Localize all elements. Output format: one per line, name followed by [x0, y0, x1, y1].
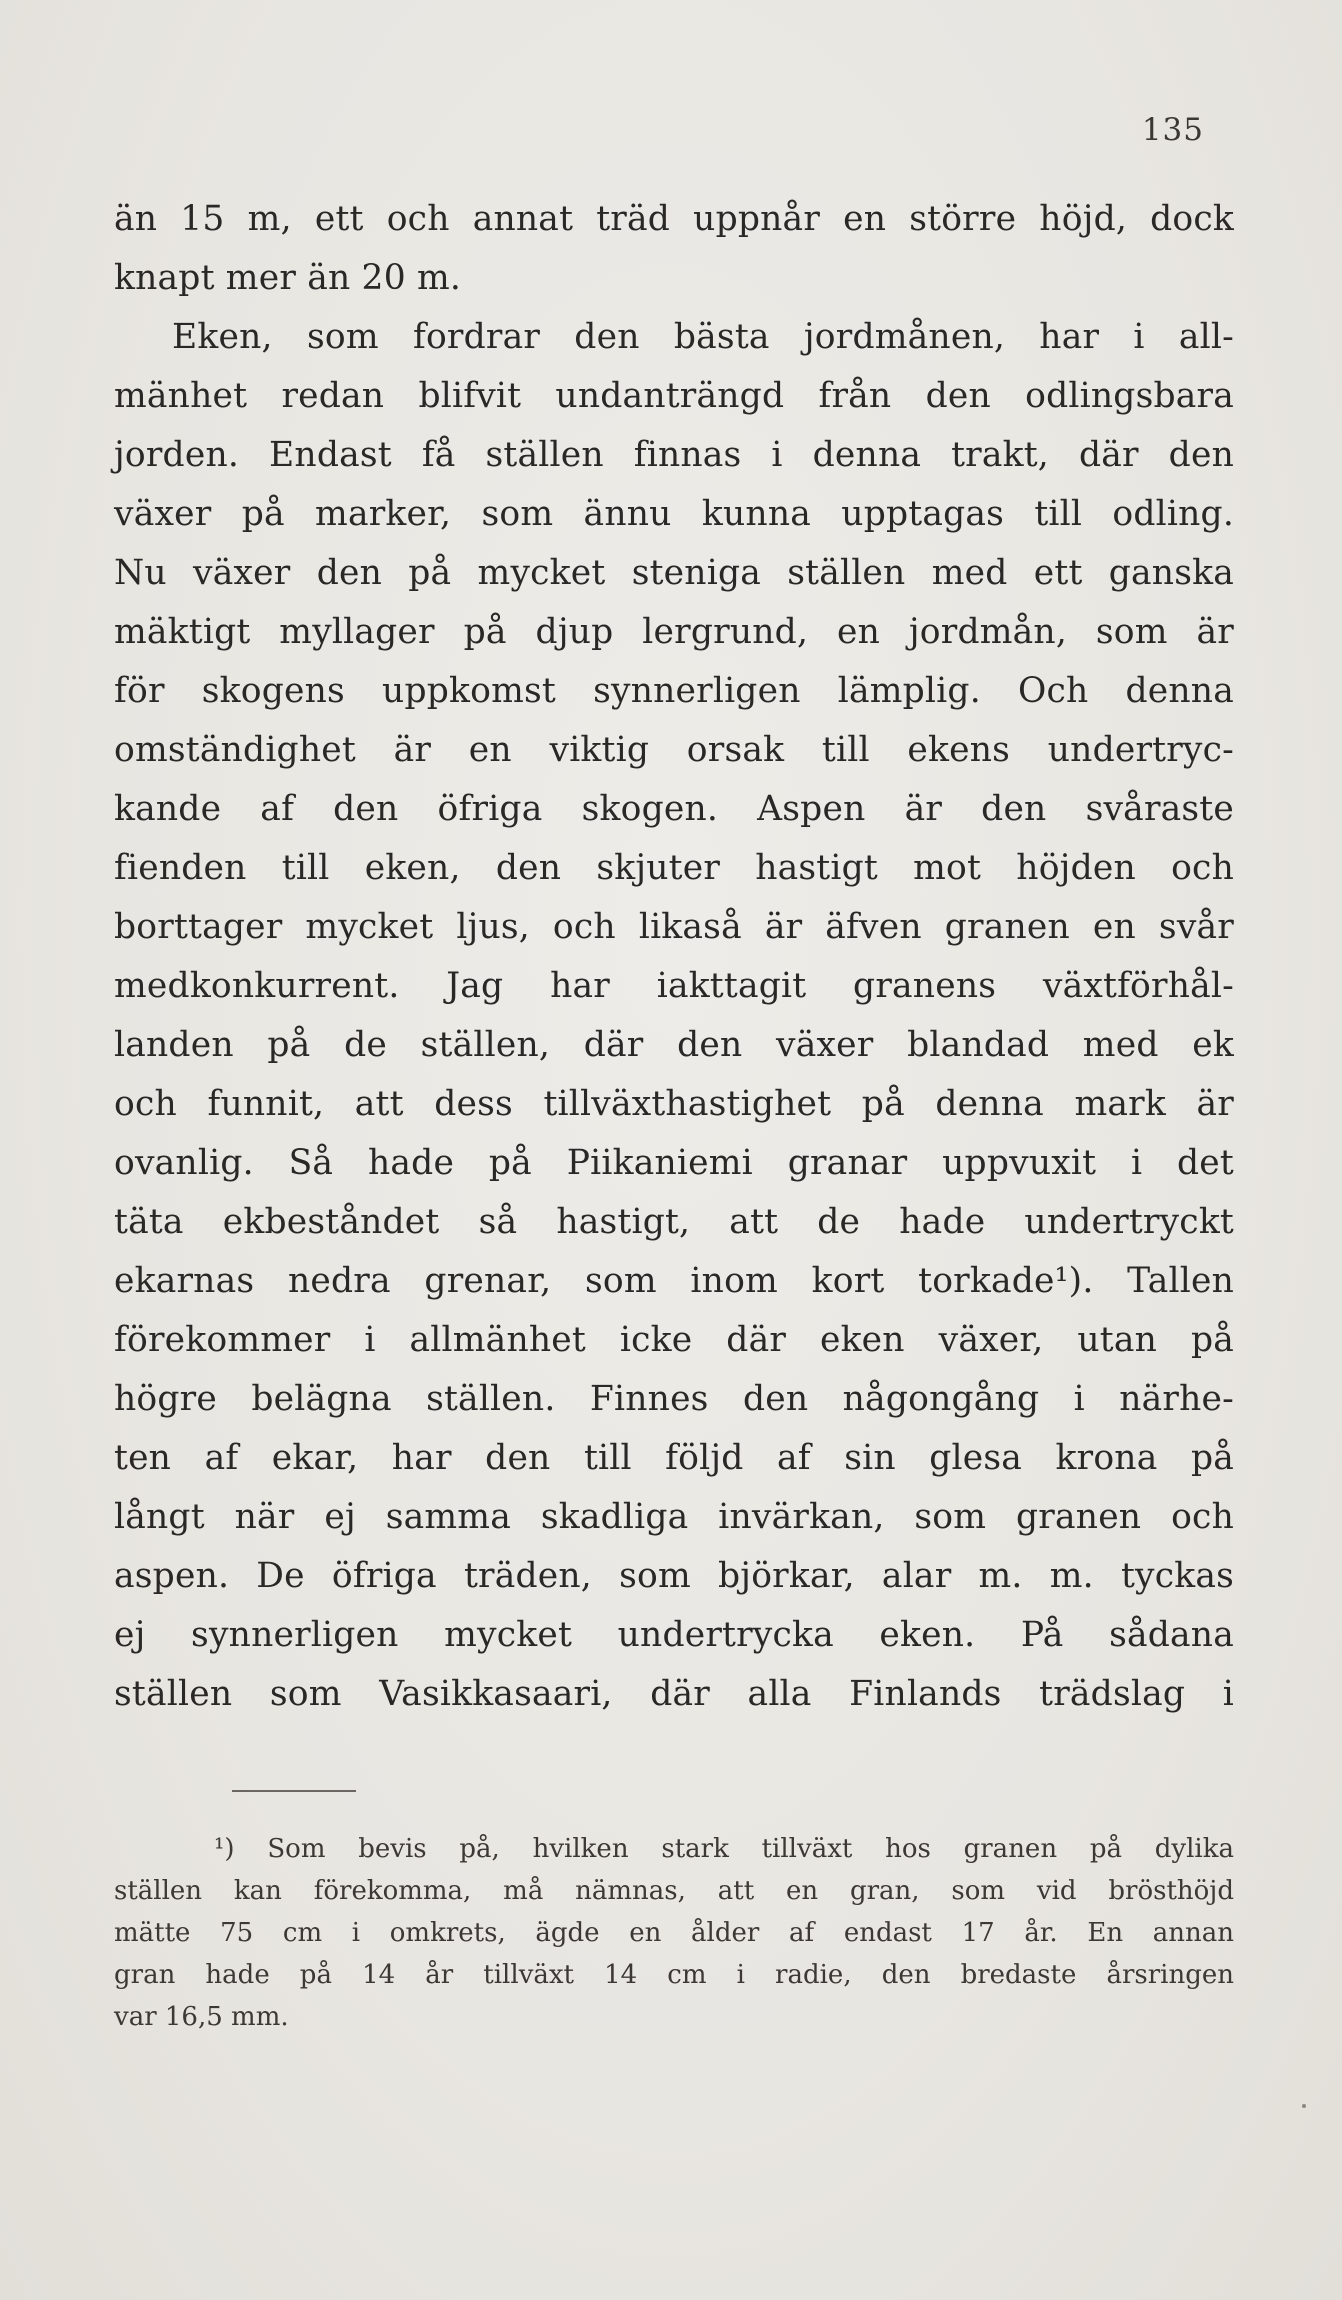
text-line: landen på de ställen, där den växer blandad med ek [114, 1025, 1234, 1065]
text-line: ekarnas nedra grenar, som inom kort torkade¹). Tallen [114, 1261, 1234, 1301]
text-line: mänhet redan blifvit undanträngd från den odlingsbara [114, 376, 1234, 416]
paper-speck [1302, 2104, 1306, 2108]
text-line: för skogens uppkomst synnerligen lämplig. Och denna [114, 671, 1234, 711]
body-text [114, 190, 1234, 1724]
text-line: växer på marker, som ännu kunna upptagas till odling. [114, 494, 1234, 534]
text-line: Nu växer den på mycket steniga ställen med ett ganska [114, 553, 1234, 593]
text-line: ej synnerligen mycket undertrycka eken. På sådana [114, 1615, 1234, 1655]
footnotes [114, 1828, 1234, 2038]
text-line: jorden. Endast få ställen finnas i denna trakt, där den [114, 435, 1234, 475]
text-line: Eken, som fordrar den bästa jordmånen, har i all- [172, 317, 1234, 357]
footnote-divider [232, 1790, 356, 1792]
page-number: 135 [1141, 112, 1204, 148]
text-line: omständighet är en viktig orsak till ekens undertryc- [114, 730, 1234, 770]
footnote-line: var 16,5 mm. [114, 2002, 289, 2032]
text-line: högre belägna ställen. Finnes den någongång i närhe- [114, 1379, 1234, 1419]
text-line: medkonkurrent. Jag har iakttagit granens växtförhål- [114, 966, 1234, 1006]
text-line: än 15 m, ett och annat träd uppnår en större höjd, dock [114, 199, 1234, 239]
text-line: knapt mer än 20 m. [114, 258, 462, 298]
text-line: borttager mycket ljus, och likaså är äfven granen en svår [114, 907, 1234, 947]
footnote-line: ¹) Som bevis på, hvilken stark tillväxt hos granen på dylika [214, 1834, 1234, 1864]
text-line: mäktigt myllager på djup lergrund, en jordmån, som är [114, 612, 1234, 652]
text-line: täta ekbeståndet så hastigt, att de hade undertryckt [114, 1202, 1234, 1242]
text-line: ovanlig. Så hade på Piikaniemi granar uppvuxit i det [114, 1143, 1234, 1183]
footnote-line: gran hade på 14 år tillväxt 14 cm i radie, den bredaste årsringen [114, 1960, 1234, 1990]
text-line: och funnit, att dess tillväxthastighet på denna mark är [114, 1084, 1234, 1124]
text-line: ställen som Vasikkasaari, där alla Finlands trädslag i [114, 1674, 1234, 1714]
footnote-line: ställen kan förekomma, må nämnas, att en gran, som vid brösthöjd [114, 1876, 1234, 1906]
text-line: förekommer i allmänhet icke där eken växer, utan på [114, 1320, 1234, 1360]
text-line: aspen. De öfriga träden, som björkar, alar m. m. tyckas [114, 1556, 1234, 1596]
text-line: kande af den öfriga skogen. Aspen är den svåraste [114, 789, 1234, 829]
text-line: fienden till eken, den skjuter hastigt mot höjden och [114, 848, 1234, 888]
footnote-line: mätte 75 cm i omkrets, ägde en ålder af endast 17 år. En annan [114, 1918, 1234, 1948]
text-line: ten af ekar, har den till följd af sin glesa krona på [114, 1438, 1234, 1478]
text-line: långt när ej samma skadliga invärkan, som granen och [114, 1497, 1234, 1537]
